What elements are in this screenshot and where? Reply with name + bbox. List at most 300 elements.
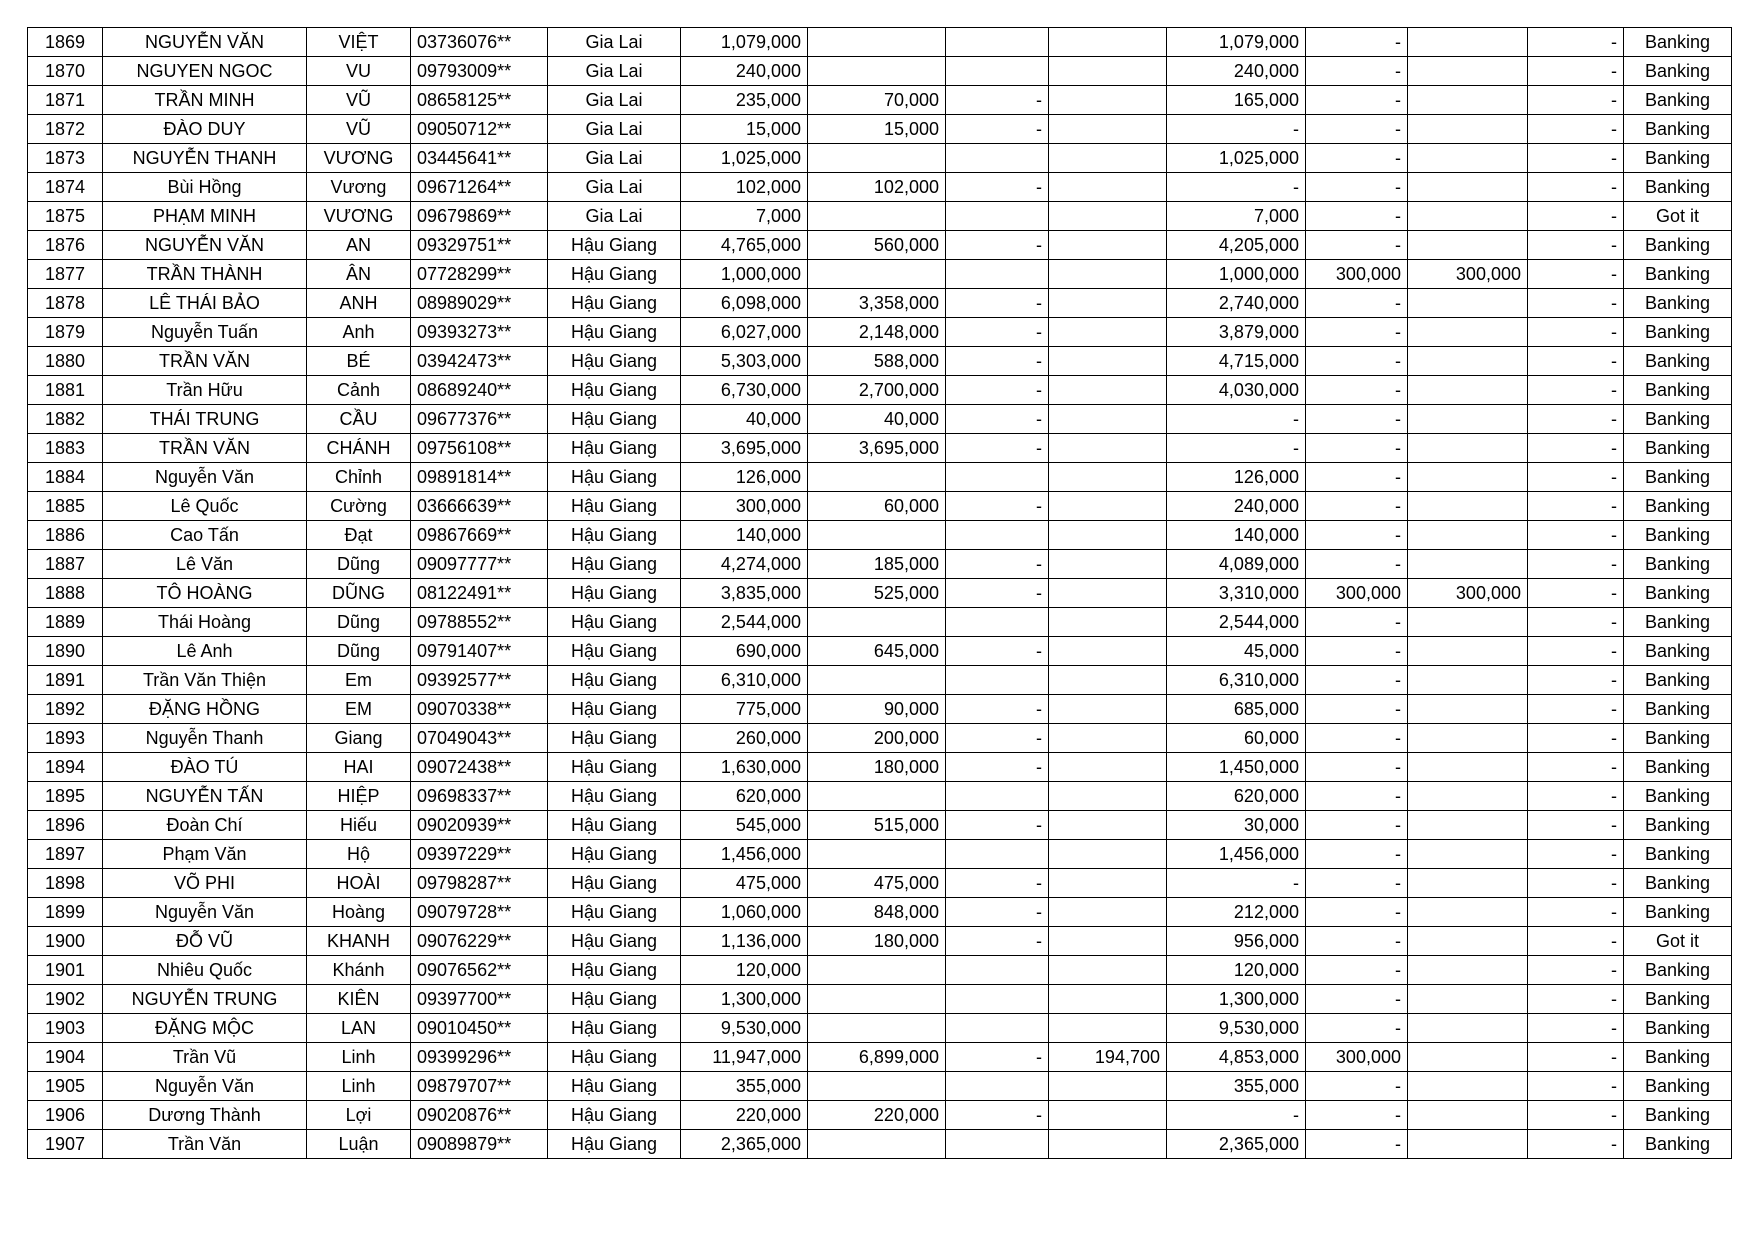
phone-cell: 09788552**	[411, 608, 548, 637]
deduction-mark-cell	[946, 28, 1049, 57]
total-amount-cell: 260,000	[681, 724, 808, 753]
surname-cell: ĐÀO TÚ	[103, 753, 307, 782]
deduction-mark-cell: -	[946, 318, 1049, 347]
adjustment-cell	[1049, 550, 1167, 579]
adjustment-cell	[1049, 347, 1167, 376]
bonus-paid-cell	[1408, 1130, 1528, 1159]
net-amount-cell: 4,030,000	[1167, 376, 1306, 405]
table-row	[28, 985, 1732, 1014]
total-amount-cell: 3,695,000	[681, 434, 808, 463]
net-amount-cell: 2,365,000	[1167, 1130, 1306, 1159]
bonus-paid-cell	[1408, 1101, 1528, 1130]
bonus-paid-cell	[1408, 57, 1528, 86]
surname-cell: Lê Quốc	[103, 492, 307, 521]
table-row	[28, 86, 1732, 115]
balance-mark-cell: -	[1528, 57, 1624, 86]
bonus-paid-cell	[1408, 115, 1528, 144]
given-name-cell: Dũng	[307, 637, 411, 666]
payment-method-cell: Banking	[1624, 173, 1732, 202]
adjustment-cell	[1049, 782, 1167, 811]
bonus-cell: -	[1306, 318, 1408, 347]
balance-mark-cell: -	[1528, 579, 1624, 608]
bonus-cell: -	[1306, 869, 1408, 898]
bonus-cell: -	[1306, 724, 1408, 753]
net-amount-cell: 7,000	[1167, 202, 1306, 231]
given-name-cell: Đạt	[307, 521, 411, 550]
province-cell: Hậu Giang	[548, 840, 681, 869]
phone-cell: 09397700**	[411, 985, 548, 1014]
balance-mark-cell: -	[1528, 1072, 1624, 1101]
payout-ledger-table	[27, 27, 1732, 1159]
table-row	[28, 289, 1732, 318]
surname-cell: ĐẶNG MỘC	[103, 1014, 307, 1043]
deducted-amount-cell	[808, 144, 946, 173]
deduction-mark-cell: -	[946, 927, 1049, 956]
phone-cell: 09698337**	[411, 782, 548, 811]
province-cell: Hậu Giang	[548, 579, 681, 608]
deduction-mark-cell	[946, 57, 1049, 86]
deducted-amount-cell: 40,000	[808, 405, 946, 434]
province-cell: Hậu Giang	[548, 289, 681, 318]
payment-method-cell: Banking	[1624, 434, 1732, 463]
given-name-cell: ÂN	[307, 260, 411, 289]
surname-cell: ĐỖ VŨ	[103, 927, 307, 956]
surname-cell: Phạm Văn	[103, 840, 307, 869]
table-row	[28, 492, 1732, 521]
net-amount-cell: 4,715,000	[1167, 347, 1306, 376]
bonus-cell: -	[1306, 521, 1408, 550]
province-cell: Hậu Giang	[548, 550, 681, 579]
surname-cell: TÔ HOÀNG	[103, 579, 307, 608]
table-row	[28, 579, 1732, 608]
row-index: 1881	[28, 376, 103, 405]
net-amount-cell: -	[1167, 434, 1306, 463]
adjustment-cell	[1049, 724, 1167, 753]
deducted-amount-cell: 60,000	[808, 492, 946, 521]
bonus-cell: 300,000	[1306, 1043, 1408, 1072]
balance-mark-cell: -	[1528, 289, 1624, 318]
net-amount-cell: 126,000	[1167, 463, 1306, 492]
given-name-cell: CHÁNH	[307, 434, 411, 463]
adjustment-cell	[1049, 666, 1167, 695]
balance-mark-cell: -	[1528, 695, 1624, 724]
bonus-cell: -	[1306, 753, 1408, 782]
total-amount-cell: 140,000	[681, 521, 808, 550]
given-name-cell: Giang	[307, 724, 411, 753]
balance-mark-cell: -	[1528, 1043, 1624, 1072]
given-name-cell: Luận	[307, 1130, 411, 1159]
phone-cell: 09867669**	[411, 521, 548, 550]
ledger-body	[28, 28, 1732, 1159]
bonus-paid-cell	[1408, 144, 1528, 173]
payment-method-cell: Banking	[1624, 811, 1732, 840]
given-name-cell: Cảnh	[307, 376, 411, 405]
given-name-cell: Hoàng	[307, 898, 411, 927]
phone-cell: 09072438**	[411, 753, 548, 782]
deducted-amount-cell: 2,700,000	[808, 376, 946, 405]
bonus-paid-cell	[1408, 550, 1528, 579]
balance-mark-cell: -	[1528, 405, 1624, 434]
net-amount-cell: 4,853,000	[1167, 1043, 1306, 1072]
given-name-cell: EM	[307, 695, 411, 724]
row-index: 1894	[28, 753, 103, 782]
table-row	[28, 521, 1732, 550]
row-index: 1882	[28, 405, 103, 434]
province-cell: Hậu Giang	[548, 1130, 681, 1159]
deducted-amount-cell: 3,695,000	[808, 434, 946, 463]
balance-mark-cell: -	[1528, 434, 1624, 463]
net-amount-cell: 120,000	[1167, 956, 1306, 985]
phone-cell: 09393273**	[411, 318, 548, 347]
bonus-paid-cell	[1408, 753, 1528, 782]
row-index: 1905	[28, 1072, 103, 1101]
payment-method-cell: Banking	[1624, 376, 1732, 405]
total-amount-cell: 4,274,000	[681, 550, 808, 579]
deducted-amount-cell	[808, 521, 946, 550]
bonus-paid-cell	[1408, 202, 1528, 231]
total-amount-cell: 690,000	[681, 637, 808, 666]
adjustment-cell	[1049, 985, 1167, 1014]
province-cell: Gia Lai	[548, 57, 681, 86]
balance-mark-cell: -	[1528, 202, 1624, 231]
deduction-mark-cell	[946, 521, 1049, 550]
adjustment-cell	[1049, 28, 1167, 57]
given-name-cell: Vương	[307, 173, 411, 202]
balance-mark-cell: -	[1528, 173, 1624, 202]
net-amount-cell: 4,205,000	[1167, 231, 1306, 260]
table-row	[28, 173, 1732, 202]
given-name-cell: Em	[307, 666, 411, 695]
total-amount-cell: 620,000	[681, 782, 808, 811]
adjustment-cell	[1049, 579, 1167, 608]
adjustment-cell	[1049, 463, 1167, 492]
province-cell: Hậu Giang	[548, 463, 681, 492]
table-row	[28, 637, 1732, 666]
row-index: 1888	[28, 579, 103, 608]
phone-cell: 09097777**	[411, 550, 548, 579]
deducted-amount-cell	[808, 840, 946, 869]
deducted-amount-cell: 848,000	[808, 898, 946, 927]
table-row	[28, 956, 1732, 985]
bonus-cell: -	[1306, 550, 1408, 579]
payment-method-cell: Banking	[1624, 956, 1732, 985]
total-amount-cell: 1,136,000	[681, 927, 808, 956]
total-amount-cell: 3,835,000	[681, 579, 808, 608]
net-amount-cell: 1,300,000	[1167, 985, 1306, 1014]
surname-cell: Cao Tấn	[103, 521, 307, 550]
surname-cell: VÕ PHI	[103, 869, 307, 898]
deduction-mark-cell	[946, 1072, 1049, 1101]
deducted-amount-cell	[808, 1072, 946, 1101]
table-row	[28, 347, 1732, 376]
total-amount-cell: 15,000	[681, 115, 808, 144]
balance-mark-cell: -	[1528, 231, 1624, 260]
deducted-amount-cell: 2,148,000	[808, 318, 946, 347]
deduction-mark-cell: -	[946, 376, 1049, 405]
row-index: 1906	[28, 1101, 103, 1130]
net-amount-cell: 3,310,000	[1167, 579, 1306, 608]
payment-method-cell: Banking	[1624, 318, 1732, 347]
bonus-paid-cell: 300,000	[1408, 579, 1528, 608]
deduction-mark-cell: -	[946, 1101, 1049, 1130]
deduction-mark-cell	[946, 1130, 1049, 1159]
table-row	[28, 318, 1732, 347]
deducted-amount-cell: 6,899,000	[808, 1043, 946, 1072]
deduction-mark-cell	[946, 956, 1049, 985]
given-name-cell: ANH	[307, 289, 411, 318]
bonus-paid-cell	[1408, 724, 1528, 753]
ledger-sheet	[27, 27, 1731, 1159]
row-index: 1879	[28, 318, 103, 347]
payment-method-cell: Banking	[1624, 144, 1732, 173]
bonus-cell: -	[1306, 840, 1408, 869]
adjustment-cell	[1049, 318, 1167, 347]
given-name-cell: KIÊN	[307, 985, 411, 1014]
row-index: 1896	[28, 811, 103, 840]
bonus-paid-cell	[1408, 956, 1528, 985]
balance-mark-cell: -	[1528, 666, 1624, 695]
province-cell: Gia Lai	[548, 28, 681, 57]
payment-method-cell: Banking	[1624, 347, 1732, 376]
payment-method-cell: Banking	[1624, 115, 1732, 144]
surname-cell: TRẦN MINH	[103, 86, 307, 115]
given-name-cell: Lợi	[307, 1101, 411, 1130]
surname-cell: Nhiêu Quốc	[103, 956, 307, 985]
given-name-cell: Dũng	[307, 550, 411, 579]
table-row	[28, 927, 1732, 956]
net-amount-cell: 165,000	[1167, 86, 1306, 115]
balance-mark-cell: -	[1528, 637, 1624, 666]
payment-method-cell: Banking	[1624, 57, 1732, 86]
row-index: 1907	[28, 1130, 103, 1159]
payment-method-cell: Banking	[1624, 28, 1732, 57]
balance-mark-cell: -	[1528, 956, 1624, 985]
surname-cell: NGUYỄN VĂN	[103, 231, 307, 260]
phone-cell: 09010450**	[411, 1014, 548, 1043]
bonus-cell: -	[1306, 1072, 1408, 1101]
balance-mark-cell: -	[1528, 463, 1624, 492]
row-index: 1887	[28, 550, 103, 579]
bonus-cell: -	[1306, 463, 1408, 492]
balance-mark-cell: -	[1528, 376, 1624, 405]
balance-mark-cell: -	[1528, 927, 1624, 956]
total-amount-cell: 6,098,000	[681, 289, 808, 318]
net-amount-cell: 30,000	[1167, 811, 1306, 840]
payment-method-cell: Banking	[1624, 521, 1732, 550]
bonus-cell: -	[1306, 1130, 1408, 1159]
row-index: 1890	[28, 637, 103, 666]
payment-method-cell: Banking	[1624, 1101, 1732, 1130]
total-amount-cell: 300,000	[681, 492, 808, 521]
row-index: 1876	[28, 231, 103, 260]
bonus-cell: -	[1306, 637, 1408, 666]
payment-method-cell: Banking	[1624, 1014, 1732, 1043]
deducted-amount-cell	[808, 202, 946, 231]
province-cell: Hậu Giang	[548, 260, 681, 289]
adjustment-cell	[1049, 1014, 1167, 1043]
table-row	[28, 840, 1732, 869]
deducted-amount-cell	[808, 608, 946, 637]
net-amount-cell: 956,000	[1167, 927, 1306, 956]
deduction-mark-cell: -	[946, 115, 1049, 144]
total-amount-cell: 1,300,000	[681, 985, 808, 1014]
table-row	[28, 376, 1732, 405]
province-cell: Hậu Giang	[548, 666, 681, 695]
bonus-cell: -	[1306, 376, 1408, 405]
bonus-paid-cell	[1408, 1014, 1528, 1043]
total-amount-cell: 102,000	[681, 173, 808, 202]
payment-method-cell: Got it	[1624, 927, 1732, 956]
row-index: 1878	[28, 289, 103, 318]
given-name-cell: VŨ	[307, 115, 411, 144]
deducted-amount-cell: 588,000	[808, 347, 946, 376]
adjustment-cell	[1049, 289, 1167, 318]
table-row	[28, 1101, 1732, 1130]
total-amount-cell: 240,000	[681, 57, 808, 86]
deduction-mark-cell	[946, 840, 1049, 869]
province-cell: Hậu Giang	[548, 434, 681, 463]
table-row	[28, 463, 1732, 492]
given-name-cell: Chỉnh	[307, 463, 411, 492]
given-name-cell: VU	[307, 57, 411, 86]
bonus-paid-cell	[1408, 28, 1528, 57]
deduction-mark-cell	[946, 608, 1049, 637]
adjustment-cell	[1049, 492, 1167, 521]
bonus-cell: -	[1306, 289, 1408, 318]
deducted-amount-cell	[808, 985, 946, 1014]
bonus-paid-cell	[1408, 898, 1528, 927]
deducted-amount-cell: 475,000	[808, 869, 946, 898]
total-amount-cell: 6,310,000	[681, 666, 808, 695]
bonus-paid-cell	[1408, 695, 1528, 724]
surname-cell: Trần Văn Thiện	[103, 666, 307, 695]
row-index: 1871	[28, 86, 103, 115]
table-row	[28, 1014, 1732, 1043]
balance-mark-cell: -	[1528, 753, 1624, 782]
net-amount-cell: 240,000	[1167, 57, 1306, 86]
adjustment-cell	[1049, 637, 1167, 666]
surname-cell: Đoàn Chí	[103, 811, 307, 840]
row-index: 1893	[28, 724, 103, 753]
surname-cell: NGUYỄN VĂN	[103, 28, 307, 57]
payment-method-cell: Banking	[1624, 608, 1732, 637]
given-name-cell: AN	[307, 231, 411, 260]
payment-method-cell: Banking	[1624, 1130, 1732, 1159]
adjustment-cell	[1049, 695, 1167, 724]
row-index: 1877	[28, 260, 103, 289]
phone-cell: 09399296**	[411, 1043, 548, 1072]
bonus-paid-cell	[1408, 376, 1528, 405]
payment-method-cell: Banking	[1624, 463, 1732, 492]
province-cell: Hậu Giang	[548, 231, 681, 260]
adjustment-cell	[1049, 1072, 1167, 1101]
row-index: 1875	[28, 202, 103, 231]
row-index: 1899	[28, 898, 103, 927]
table-row	[28, 550, 1732, 579]
surname-cell: Bùi Hồng	[103, 173, 307, 202]
deduction-mark-cell: -	[946, 1043, 1049, 1072]
province-cell: Hậu Giang	[548, 985, 681, 1014]
payment-method-cell: Banking	[1624, 260, 1732, 289]
net-amount-cell: 4,089,000	[1167, 550, 1306, 579]
bonus-paid-cell	[1408, 347, 1528, 376]
net-amount-cell: 1,000,000	[1167, 260, 1306, 289]
phone-cell: 09798287**	[411, 869, 548, 898]
bonus-paid-cell	[1408, 1043, 1528, 1072]
adjustment-cell	[1049, 811, 1167, 840]
surname-cell: Trần Vũ	[103, 1043, 307, 1072]
table-row	[28, 724, 1732, 753]
payment-method-cell: Banking	[1624, 985, 1732, 1014]
bonus-cell: -	[1306, 347, 1408, 376]
bonus-paid-cell	[1408, 318, 1528, 347]
province-cell: Hậu Giang	[548, 898, 681, 927]
payment-method-cell: Banking	[1624, 840, 1732, 869]
balance-mark-cell: -	[1528, 782, 1624, 811]
balance-mark-cell: -	[1528, 260, 1624, 289]
adjustment-cell	[1049, 927, 1167, 956]
balance-mark-cell: -	[1528, 550, 1624, 579]
deduction-mark-cell: -	[946, 550, 1049, 579]
payment-method-cell: Banking	[1624, 869, 1732, 898]
adjustment-cell	[1049, 260, 1167, 289]
balance-mark-cell: -	[1528, 144, 1624, 173]
surname-cell: THÁI TRUNG	[103, 405, 307, 434]
payment-method-cell: Banking	[1624, 579, 1732, 608]
balance-mark-cell: -	[1528, 608, 1624, 637]
total-amount-cell: 1,060,000	[681, 898, 808, 927]
deducted-amount-cell	[808, 57, 946, 86]
total-amount-cell: 235,000	[681, 86, 808, 115]
total-amount-cell: 1,000,000	[681, 260, 808, 289]
total-amount-cell: 355,000	[681, 1072, 808, 1101]
bonus-paid-cell	[1408, 1072, 1528, 1101]
deduction-mark-cell	[946, 463, 1049, 492]
given-name-cell: Anh	[307, 318, 411, 347]
row-index: 1891	[28, 666, 103, 695]
table-row	[28, 434, 1732, 463]
phone-cell: 09089879**	[411, 1130, 548, 1159]
adjustment-cell	[1049, 840, 1167, 869]
payment-method-cell: Banking	[1624, 898, 1732, 927]
deducted-amount-cell	[808, 956, 946, 985]
balance-mark-cell: -	[1528, 492, 1624, 521]
surname-cell: Trần Văn	[103, 1130, 307, 1159]
bonus-paid-cell	[1408, 666, 1528, 695]
bonus-paid-cell	[1408, 434, 1528, 463]
bonus-paid-cell	[1408, 637, 1528, 666]
deduction-mark-cell: -	[946, 289, 1049, 318]
table-row	[28, 782, 1732, 811]
payment-method-cell: Banking	[1624, 405, 1732, 434]
province-cell: Hậu Giang	[548, 405, 681, 434]
deducted-amount-cell: 70,000	[808, 86, 946, 115]
deducted-amount-cell: 102,000	[808, 173, 946, 202]
deducted-amount-cell: 180,000	[808, 753, 946, 782]
deduction-mark-cell	[946, 1014, 1049, 1043]
bonus-paid-cell	[1408, 782, 1528, 811]
phone-cell: 08689240**	[411, 376, 548, 405]
deducted-amount-cell: 15,000	[808, 115, 946, 144]
bonus-paid-cell	[1408, 405, 1528, 434]
total-amount-cell: 1,630,000	[681, 753, 808, 782]
phone-cell: 09392577**	[411, 666, 548, 695]
net-amount-cell: 1,025,000	[1167, 144, 1306, 173]
province-cell: Hậu Giang	[548, 376, 681, 405]
total-amount-cell: 5,303,000	[681, 347, 808, 376]
row-index: 1886	[28, 521, 103, 550]
row-index: 1885	[28, 492, 103, 521]
